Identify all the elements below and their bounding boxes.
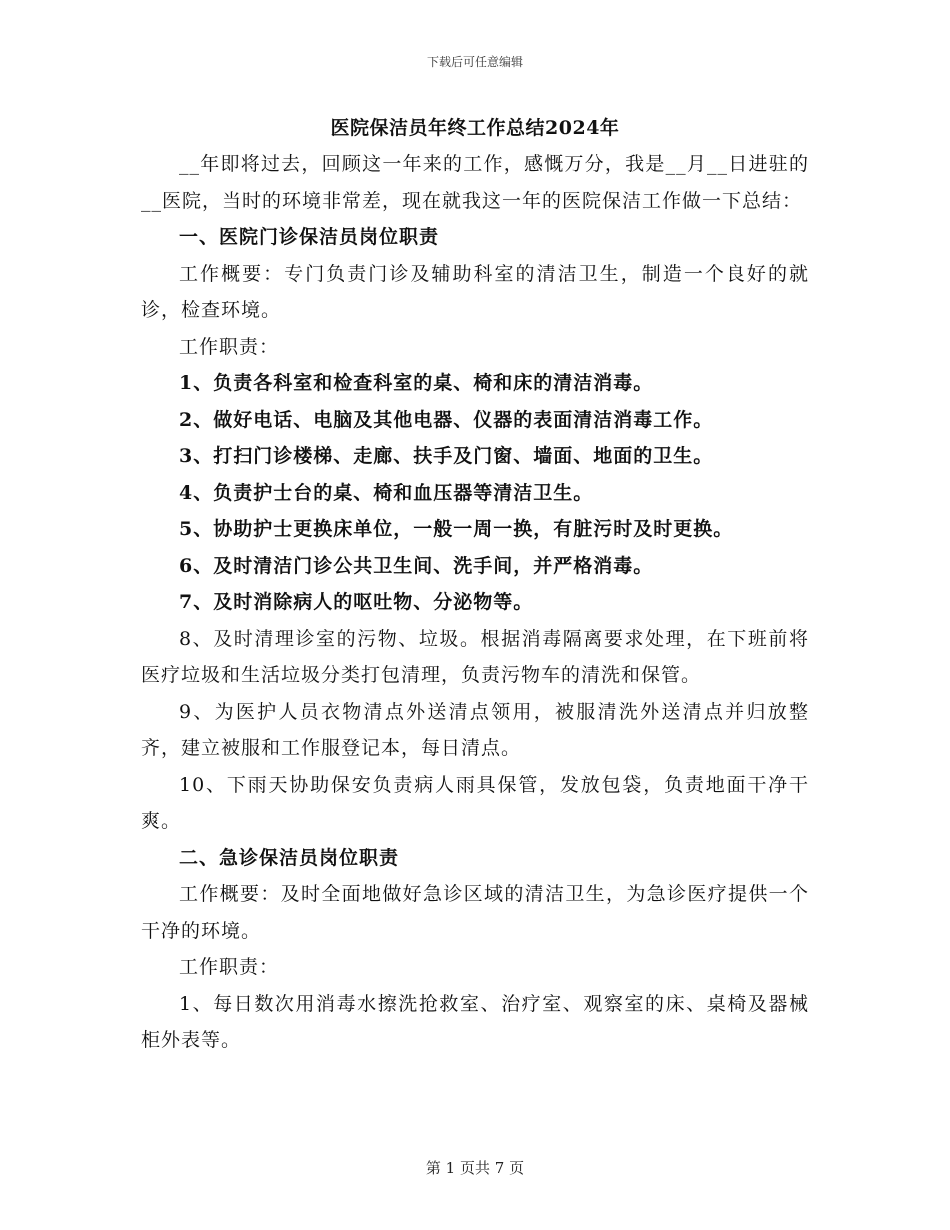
- paragraph-overview-outpatient: 工作概要：专门负责门诊及辅助科室的清洁卫生，制造一个良好的就诊，检查环境。: [141, 262, 809, 321]
- list-item: 5、协助护士更换床单位，一般一周一换，有脏污时及时更换。: [179, 518, 734, 540]
- section-heading-emergency: 二、急诊保洁员岗位职责: [179, 846, 400, 869]
- list-item: 1、每日数次用消毒水擦洗抢救室、治疗室、观察室的床、桌椅及器械柜外表等。: [141, 992, 809, 1051]
- page-footer: 第 1 页共 7 页: [425, 1159, 525, 1177]
- list-item: 6、及时清洁门诊公共卫生间、洗手间，并严格消毒。: [179, 554, 654, 577]
- list-item: 9、为医护人员衣物清点外送清点领用，被服清洗外送清点并归放整齐，建立被服和工作服登记本，每日清点。: [141, 700, 809, 759]
- paragraph-duties-label: 工作职责：: [179, 335, 280, 358]
- paragraph-duties-label: 工作职责：: [179, 956, 280, 978]
- section-heading-outpatient: 一、医院门诊保洁员岗位职责: [179, 226, 440, 248]
- paragraph-intro: __年即将过去，回顾这一年来的工作，感慨万分，我是__月__日进驻的__医院，当时的环境非常差，现在就我这一年的医院保洁工作做一下总结：: [141, 153, 809, 212]
- list-item: 2、做好电话、电脑及其他电器、仪器的表面清洁消毒工作。: [179, 408, 714, 431]
- page-header: 下载后可任意编辑: [426, 55, 523, 69]
- paragraph-overview-emergency: 工作概要：及时全面地做好急诊区域的清洁卫生，为急诊医疗提供一个干净的环境。: [141, 883, 809, 942]
- list-item: 8、及时清理诊室的污物、垃圾。根据消毒隔离要求处理，在下班前将医疗垃圾和生活垃圾分类打包清理，负责污物车的清洗和保管。: [141, 627, 809, 686]
- document-body: [141, 146, 809, 1059]
- list-item: 4、负责护士台的桌、椅和血压器等清洁卫生。: [179, 481, 594, 504]
- list-item: 3、打扫门诊楼梯、走廊、扶手及门窗、墙面、地面的卫生。: [179, 445, 714, 467]
- list-item: 1、负责各科室和检查科室的桌、椅和床的清洁消毒。: [179, 372, 654, 394]
- document-title: 医院保洁员年终工作总结2024年: [330, 117, 620, 139]
- list-item: 7、及时消除病人的呕吐物、分泌物等。: [179, 591, 534, 613]
- list-item: 10、下雨天协助保安负责病人雨具保管，发放包袋，负责地面干净干爽。: [141, 773, 809, 832]
